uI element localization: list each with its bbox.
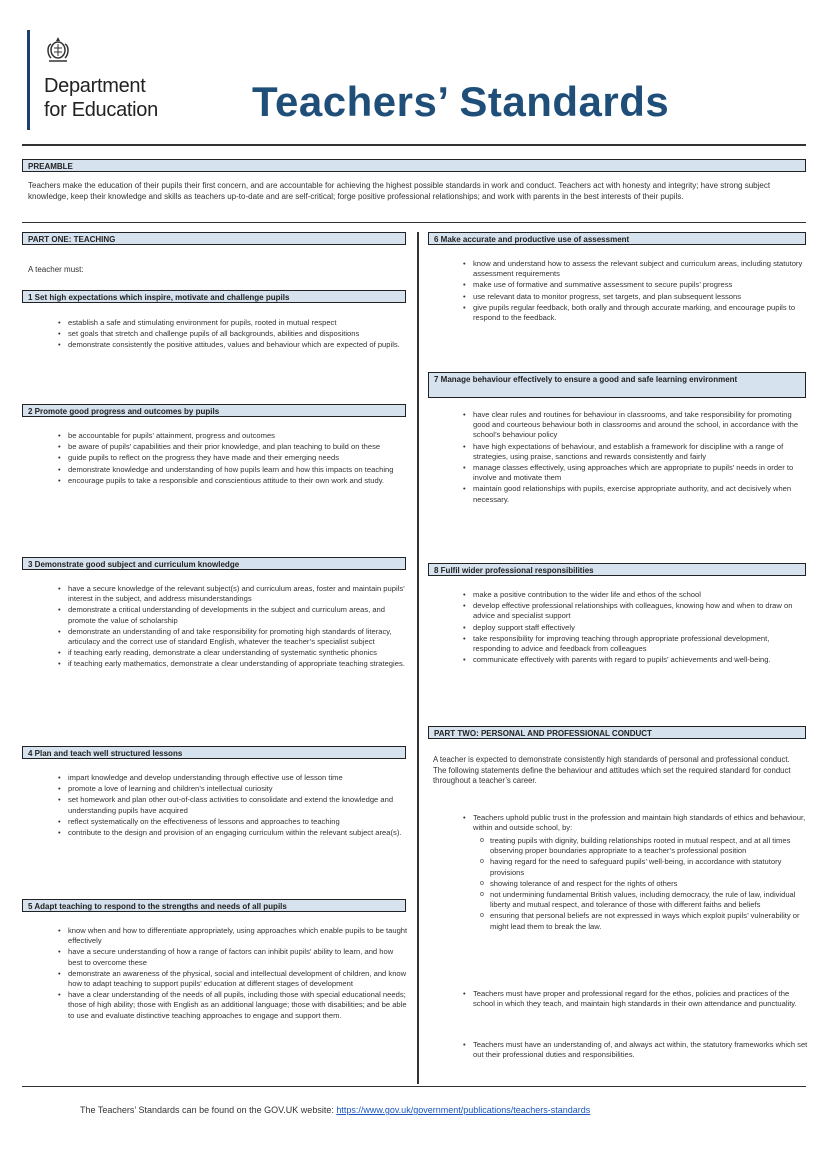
sub-list-item: o showing tolerance of and respect for the rights of others xyxy=(490,879,808,889)
part-two-intro: A teacher is expected to demonstrate consistently high standards of personal and professional conduct. The following statements define the behaviour and attitudes which set the required standard for conduct throughout a teacher’s career. xyxy=(433,755,791,785)
list-item: • use relevant data to monitor progress, set targets, and plan subsequent lessons xyxy=(473,292,808,302)
footer-link[interactable]: https://www.gov.uk/government/publications/teachers-standards xyxy=(336,1105,591,1115)
list-item: • encourage pupils to take a responsible and conscientious attitude to their own work and study. xyxy=(68,476,408,486)
list-item: • impart knowledge and develop understanding through effective use of lesson time xyxy=(68,773,408,783)
part-two-list-3 xyxy=(463,1040,808,1061)
list-item: • Teachers uphold public trust in the profession and maintain high standards of ethics and behaviour, within and outside school, by: xyxy=(473,813,808,833)
list-item: • make a positive contribution to the wider life and ethos of the school xyxy=(473,590,808,600)
list-item: • communicate effectively with parents with regard to pupils’ achievements and well-being. xyxy=(473,655,808,665)
section-4-heading: 4 Plan and teach well structured lessons xyxy=(22,746,406,759)
list-item: • if teaching early reading, demonstrate a clear understanding of systematic synthetic phonics xyxy=(68,648,408,658)
section-5-list xyxy=(58,926,408,1022)
preamble-divider xyxy=(22,222,806,223)
footer-text: The Teachers’ Standards can be found on the GOV.UK website: xyxy=(80,1105,337,1115)
list-item: • develop effective professional relationships with colleagues, knowing how and when to draw on advice and specialist support xyxy=(473,601,808,621)
list-item: • be aware of pupils’ capabilities and their prior knowledge, and plan teaching to build on these xyxy=(68,442,408,452)
royal-crest-icon xyxy=(43,34,73,64)
list-item: • have a secure understanding of how a range of factors can inhibit pupils’ ability to learn, and how best to overcome these xyxy=(68,947,408,967)
list-item: • demonstrate consistently the positive attitudes, values and behaviour which are expected of pupils. xyxy=(68,340,408,350)
list-item: • set homework and plan other out-of-class activities to consolidate and extend the knowledge and understanding pupils have acquired xyxy=(68,795,408,815)
list-item: • Teachers must have proper and professional regard for the ethos, policies and practices of the school in which they teach, and maintain high standards in their own attendance and punctuality. xyxy=(473,989,808,1009)
sub-list-item: o having regard for the need to safeguard pupils’ well-being, in accordance with statutory provisions xyxy=(490,857,808,877)
list-item: • maintain good relationships with pupils, exercise appropriate authority, and act decisively when necessary. xyxy=(473,484,808,504)
part-two-sublist xyxy=(480,836,808,933)
list-item: • guide pupils to reflect on the progress they have made and their emerging needs xyxy=(68,453,408,463)
title-divider xyxy=(22,144,806,146)
list-item: • demonstrate knowledge and understanding of how pupils learn and how this impacts on teaching xyxy=(68,465,408,475)
list-item: • have high expectations of behaviour, and establish a framework for discipline with a range of strategies, using praise, sanctions and rewards consistently and fairly xyxy=(473,442,808,462)
part-two-list-2 xyxy=(463,989,808,1010)
section-8-list xyxy=(463,590,808,666)
list-item: • if teaching early mathematics, demonstrate a clear understanding of appropriate teaching strategies. xyxy=(68,659,408,669)
footer xyxy=(80,1105,590,1115)
part-one-heading: PART ONE: TEACHING xyxy=(22,232,406,245)
section-8-heading: 8 Fulfil wider professional responsibilities xyxy=(428,563,806,576)
logo-line-1: Department xyxy=(44,75,146,97)
column-divider xyxy=(417,232,419,1084)
list-item: • know when and how to differentiate appropriately, using approaches which enable pupils to be taught effectively xyxy=(68,926,408,946)
list-item: • have a secure knowledge of the relevant subject(s) and curriculum areas, foster and maintain pupils’ interest in the subject, and address misunderstandings xyxy=(68,584,408,604)
section-3-heading: 3 Demonstrate good subject and curriculum knowledge xyxy=(22,557,406,570)
section-4-list xyxy=(58,773,408,839)
list-item: • deploy support staff effectively xyxy=(473,623,808,633)
list-item: • demonstrate a critical understanding of developments in the subject and curriculum areas, and promote the value of scholarship xyxy=(68,605,408,625)
preamble-text: Teachers make the education of their pupils their first concern, and are accountable for achieving the highest possible standards in work and conduct. Teachers act with honesty and integrity; have strong subject knowledge, keep their knowledge and skills as teachers up-to-date and are self-critical; forge positive professional relationships; and work with parents in the best interests of their pupils. xyxy=(28,181,771,201)
list-item: • be accountable for pupils’ attainment, progress and outcomes xyxy=(68,431,408,441)
list-item: • manage classes effectively, using approaches which are appropriate to pupils’ needs in order to involve and motivate them xyxy=(473,463,808,483)
section-6-heading: 6 Make accurate and productive use of assessment xyxy=(428,232,806,245)
section-1-list xyxy=(58,318,408,352)
list-item: • Teachers must have an understanding of, and always act within, the statutory frameworks which set out their professional duties and responsibilities. xyxy=(473,1040,808,1060)
dfe-logo-text xyxy=(44,74,158,122)
list-item: • promote a love of learning and children’s intellectual curiosity xyxy=(68,784,408,794)
part-two-heading: PART TWO: PERSONAL AND PROFESSIONAL CONDUCT xyxy=(428,726,806,739)
logo-line-2: for Education xyxy=(44,99,158,121)
list-item: • give pupils regular feedback, both orally and through accurate marking, and encourage pupils to respond to the feedback. xyxy=(473,303,808,323)
part-one-intro: A teacher must: xyxy=(28,265,84,274)
sub-list-item: o treating pupils with dignity, building relationships rooted in mutual respect, and at all times observing proper boundaries appropriate to a teacher’s professional position xyxy=(490,836,808,856)
list-item: • reflect systematically on the effectiveness of lessons and approaches to teaching xyxy=(68,817,408,827)
section-2-heading: 2 Promote good progress and outcomes by pupils xyxy=(22,404,406,417)
section-7-heading: 7 Manage behaviour effectively to ensure a good and safe learning environment xyxy=(428,372,806,398)
dfe-logo xyxy=(27,30,190,130)
list-item: • set goals that stretch and challenge pupils of all backgrounds, abilities and dispositions xyxy=(68,329,408,339)
preamble-heading: PREAMBLE xyxy=(22,159,806,172)
list-item: • establish a safe and stimulating environment for pupils, rooted in mutual respect xyxy=(68,318,408,328)
section-3-list xyxy=(58,584,408,671)
footer-divider xyxy=(22,1086,806,1087)
section-5-heading: 5 Adapt teaching to respond to the strengths and needs of all pupils xyxy=(22,899,406,912)
list-item: • have clear rules and routines for behaviour in classrooms, and take responsibility for promoting good and courteous behaviour both in classrooms and around the school, in accordance with the school’s behaviour policy xyxy=(473,410,808,441)
sub-list-item: o not undermining fundamental British values, including democracy, the rule of law, individual liberty and mutual respect, and tolerance of those with different faiths and beliefs xyxy=(490,890,808,910)
list-item: • contribute to the design and provision of an engaging curriculum within the relevant subject area(s). xyxy=(68,828,408,838)
list-item: • demonstrate an awareness of the physical, social and intellectual development of children, and know how to adapt teaching to support pupils’ education at different stages of development xyxy=(68,969,408,989)
section-6-list xyxy=(463,259,808,324)
list-item: • know and understand how to assess the relevant subject and curriculum areas, including statutory assessment requirements xyxy=(473,259,808,279)
list-item: • make use of formative and summative assessment to secure pupils’ progress xyxy=(473,280,808,290)
part-two-list-1 xyxy=(463,813,808,834)
section-2-list xyxy=(58,431,408,487)
page-title: Teachers’ Standards xyxy=(252,78,670,125)
section-7-list xyxy=(463,410,808,506)
sub-list-item: o ensuring that personal beliefs are not expressed in ways which exploit pupils’ vulnerability or might lead them to break the law. xyxy=(490,911,808,931)
section-1-heading: 1 Set high expectations which inspire, motivate and challenge pupils xyxy=(22,290,406,303)
list-item: • have a clear understanding of the needs of all pupils, including those with special educational needs; those of high ability; those with English as an additional language; those with disabilities; and be able to use and evaluate distinctive teaching approaches to engage and support them. xyxy=(68,990,408,1021)
list-item: • take responsibility for improving teaching through appropriate professional development, responding to advice and feedback from colleagues xyxy=(473,634,808,654)
list-item: • demonstrate an understanding of and take responsibility for promoting high standards of literacy, articulacy and the correct use of standard English, whatever the teacher’s specialist subject xyxy=(68,627,408,647)
